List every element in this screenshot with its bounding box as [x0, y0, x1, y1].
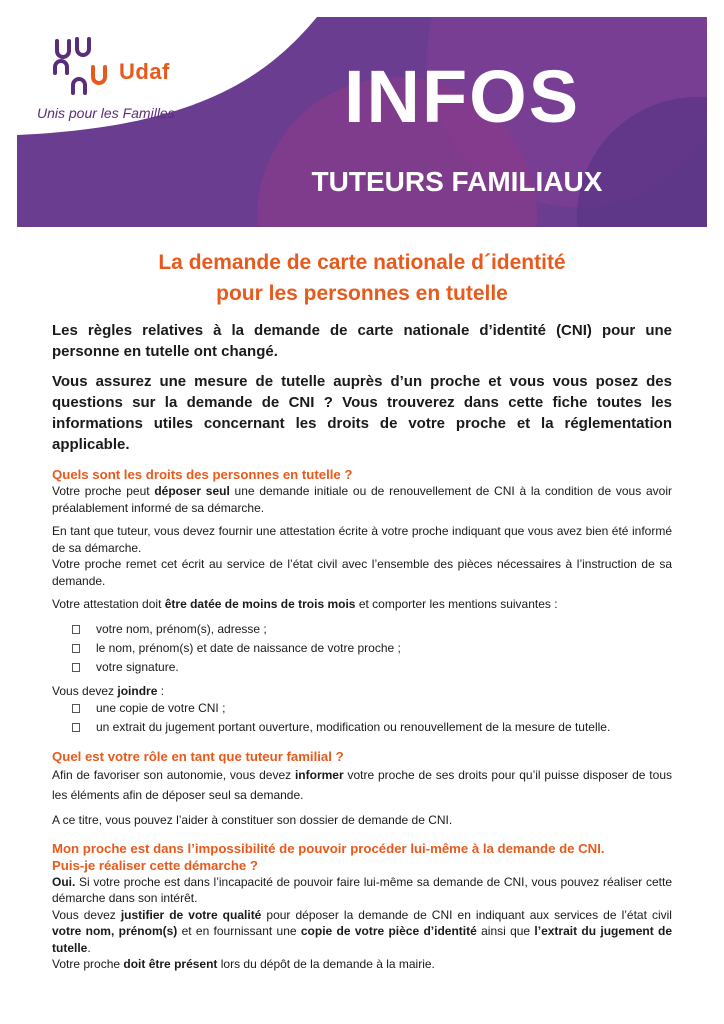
section-2-paragraph-1: Afin de favoriser son autonomie, vous devez informer votre proche de ses droits pour qu’il puisse disposer de tous les éléments afin de déposer seul sa demande.: [52, 768, 672, 802]
section-2-paragraph-2: A ce titre, vous pouvez l’aider à constituer son dossier de demande de CNI.: [52, 813, 453, 827]
header-banner: [17, 17, 707, 227]
logo-name: Udaf: [119, 59, 170, 84]
section-1-paragraph-3: Votre proche remet cet écrit au service de l’état civil avec l’ensemble des pièces nécessaires à l’instruction de sa demande.: [52, 557, 672, 588]
checkbox-bullet-icon: [72, 704, 80, 713]
section-2-heading: Quel est votre rôle en tant que tuteur familial ?: [52, 749, 344, 764]
section-1-paragraph-5: Vous devez joindre :: [52, 683, 165, 698]
intro-paragraph-2: Vous assurez une mesure de tutelle auprès d’un proche et vous vous posez des questions sur la demande de CNI ? Vous trouverez dans cette fiche toutes les informations utiles concernant les droits de votre proche et la réglementation applicable.: [52, 373, 672, 453]
page-title: [60, 247, 664, 309]
udaf-logo: [37, 31, 207, 141]
list-item: votre nom, prénom(s), adresse ;: [72, 620, 672, 639]
banner-title: INFOS: [343, 55, 581, 138]
intro-paragraph-1: Les règles relatives à la demande de carte nationale d’identité (CNI) pour une personne en tutelle ont changé.: [52, 322, 672, 360]
list-item: votre signature.: [72, 658, 672, 677]
document-body: [52, 320, 672, 980]
checkbox-bullet-icon: [72, 723, 80, 732]
section-1-paragraph-4: Votre attestation doit être datée de moins de trois mois et comporter les mentions suivantes :: [52, 597, 558, 611]
list-item: une copie de votre CNI ;: [72, 699, 672, 718]
checkbox-bullet-icon: [72, 663, 80, 672]
checkbox-bullet-icon: [72, 644, 80, 653]
list-item: le nom, prénom(s) et date de naissance de votre proche ;: [72, 639, 672, 658]
list-item: un extrait du jugement portant ouverture, modification ou renouvellement de la mesure de tutelle.: [72, 718, 672, 737]
section-3-paragraph-2: Vous devez justifier de votre qualité pour déposer la demande de CNI en indiquant aux services de l’état civil votre nom, prénom(s) et en fournissant une copie de votre pièce d’identité ainsi que l’extrait du jugement de tutelle.: [52, 907, 672, 955]
section-1-paragraph-2: En tant que tuteur, vous devez fournir une attestation écrite à votre proche indiquant que vous avez bien été informé de sa démarche.: [52, 524, 672, 555]
section-3-heading: Mon proche est dans l’impossibilité de pouvoir procéder lui-même à la demande de CNI. Puis-je réaliser cette démarche ?: [52, 840, 605, 873]
checkbox-bullet-icon: [72, 625, 80, 634]
mentions-list: [52, 620, 672, 677]
section-3-paragraph-1: Oui. Si votre proche est dans l’incapacité de pouvoir faire lui-même sa demande de CNI, vous pouvez réaliser cette démarche dans son intérêt.: [52, 874, 672, 905]
page-title-line-2: pour les personnes en tutelle: [216, 282, 508, 305]
section-3-paragraph-3: Votre proche doit être présent lors du dépôt de la demande à la mairie.: [52, 957, 435, 971]
attachments-list: [52, 699, 672, 737]
banner-subtitle: TUTEURS FAMILIAUX: [311, 166, 603, 197]
section-1-paragraph-1: Votre proche peut déposer seul une demande initiale ou de renouvellement de CNI à la condition de vous avoir préalablement informé de sa démarche.: [52, 484, 672, 515]
page-title-line-1: La demande de carte nationale d´identité: [158, 251, 566, 274]
logo-tagline: Unis pour les Familles: [37, 105, 175, 121]
section-1-heading: Quels sont les droits des personnes en tutelle ?: [52, 467, 353, 482]
udaf-logo-icon: [51, 37, 111, 99]
